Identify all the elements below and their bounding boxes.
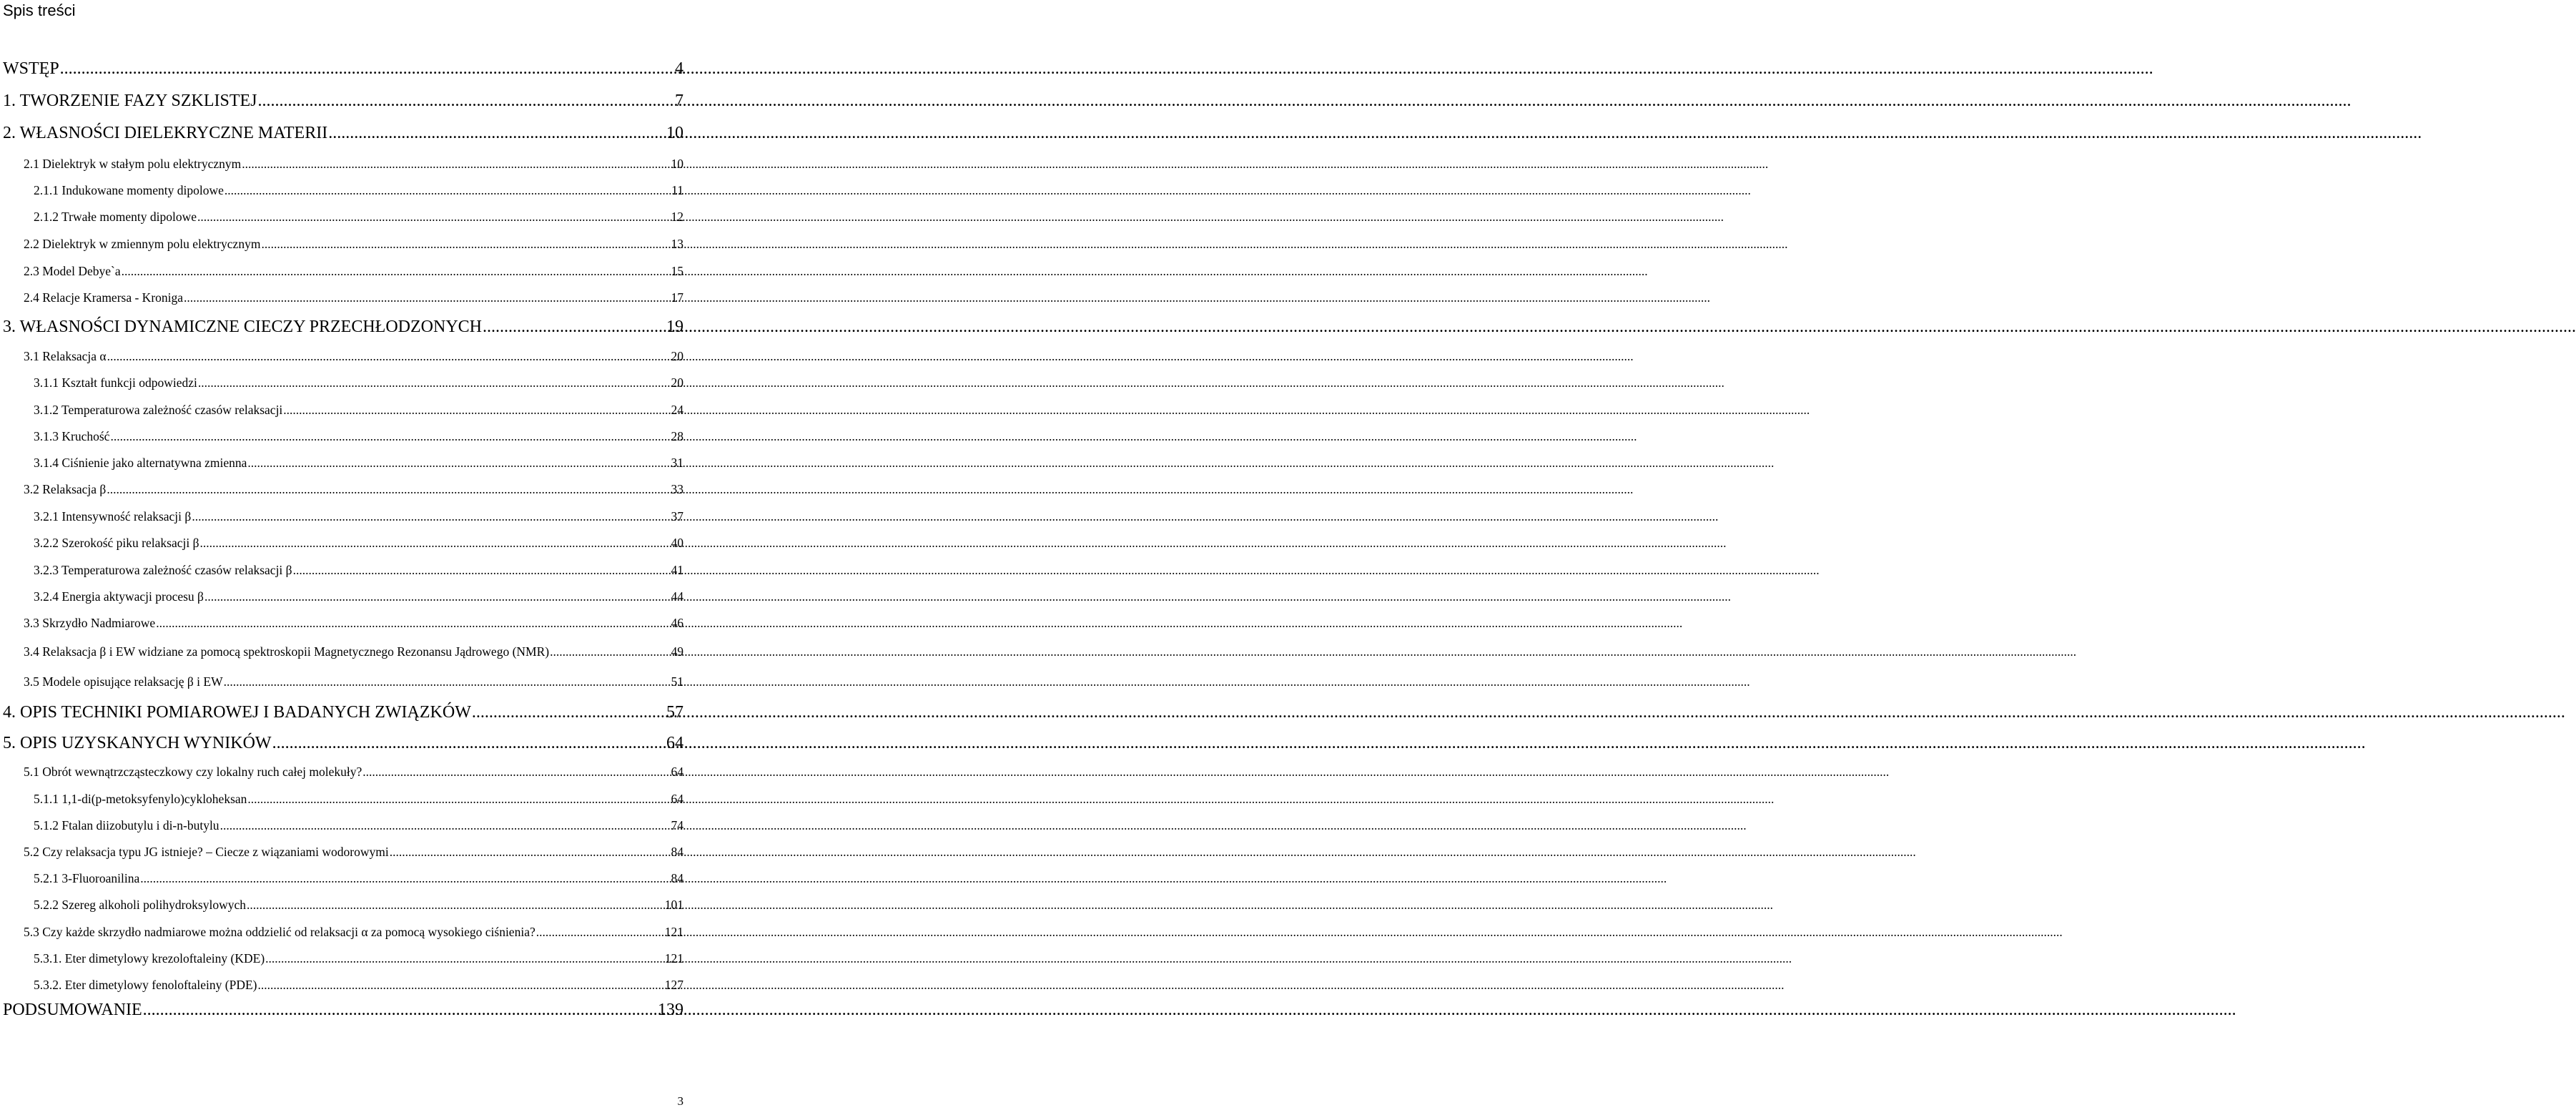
toc-dot-leader (293, 562, 671, 578)
toc-entry-title: 5.1.2 Ftalan diizobutylu i di-n-butylu (34, 818, 219, 832)
toc-entry-title: WSTĘP (3, 59, 59, 78)
toc-dot-leader (107, 348, 671, 364)
toc-entry-title: 3.5 Modele opisujące relaksację β i EW (24, 674, 223, 689)
toc-dot-leader (122, 263, 671, 279)
toc-entry-page: 10 (671, 157, 684, 171)
toc-entry-title: 5. OPIS UZYSKANYCH WYNIKÓW (3, 734, 272, 752)
toc-entry[interactable] (3, 1000, 684, 1020)
toc-entry[interactable] (3, 123, 684, 143)
toc-entry[interactable] (34, 977, 684, 993)
toc-entry-page: 13 (671, 237, 684, 251)
toc-dot-leader (283, 402, 671, 418)
toc-dot-leader (265, 951, 665, 966)
toc-entry[interactable] (34, 951, 684, 966)
toc-dot-leader (258, 977, 665, 993)
toc-dot-leader (390, 844, 671, 860)
toc-entry[interactable] (34, 817, 684, 833)
toc-entry-title: 1. TWORZENIE FAZY SZKLISTEJ (3, 92, 257, 110)
toc-entry[interactable] (24, 290, 684, 305)
toc-entry-title: 3.4 Relaksacja β i EW widziane za pomocą spektroskopii Magnetycznego Rezonansu Jądrowego (NMR) (24, 644, 550, 659)
toc-dot-leader (247, 791, 671, 807)
toc-dot-leader (272, 733, 666, 753)
toc-entry-page: 46 (671, 616, 684, 630)
toc-dot-leader (224, 182, 671, 198)
toc-entry[interactable] (34, 209, 684, 225)
toc-entry-title: 3.2 Relaksacja β (24, 482, 107, 496)
toc-entry-page: 51 (671, 674, 684, 689)
toc-entry-title: 3. WŁASNOŚCI DYNAMICZNE CIECZY PRZECHŁODZONYCH (3, 318, 482, 336)
toc-entry-page: 33 (671, 482, 684, 496)
toc-entry[interactable] (24, 924, 684, 940)
toc-dot-leader (107, 481, 671, 497)
toc-dot-leader (242, 156, 671, 172)
toc-dot-leader (199, 535, 671, 551)
toc-entry-title: 5.1 Obrót wewnątrzcząsteczkowy czy lokalny ruch całej molekuły? (24, 765, 362, 779)
toc-dot-leader (362, 764, 671, 780)
toc-dot-leader (197, 209, 671, 225)
toc-entry[interactable] (24, 481, 684, 497)
toc-entry[interactable] (24, 844, 684, 860)
toc-entry-title: 3.2.2 Szerokość piku relaksacji β (34, 536, 199, 550)
toc-entry-page: 4 (675, 59, 684, 78)
toc-entry-page: 64 (666, 734, 684, 752)
toc-entry-title: 3.1.1 Kształt funkcji odpowiedzi (34, 375, 197, 390)
toc-entry[interactable] (3, 91, 684, 111)
toc-entry-page: 41 (671, 563, 684, 577)
toc-entry-page: 7 (675, 92, 684, 110)
toc-entry[interactable] (24, 236, 684, 252)
toc-entry-title: 2.2 Dielektryk w zmiennym polu elektrycznym (24, 237, 261, 251)
toc-entry-page: 64 (671, 765, 684, 779)
toc-entry-page: 40 (671, 536, 684, 550)
toc-entry-title: 4. OPIS TECHNIKI POMIAROWEJ I BADANYCH ZWIĄZKÓW (3, 703, 471, 722)
toc-entry-title: 5.3.1. Eter dimetylowy krezoloftaleiny (KDE) (34, 951, 265, 966)
toc-entry-page: 10 (666, 124, 684, 142)
toc-dot-leader (550, 644, 671, 659)
toc-entry-title: 3.1 Relaksacja α (24, 349, 107, 363)
toc-entry-page: 17 (671, 290, 684, 305)
toc-entry-title: 2.1 Dielektryk w stałym polu elektrycznym (24, 157, 242, 171)
toc-entry-page: 84 (671, 845, 684, 859)
toc-dot-leader (143, 1000, 658, 1020)
toc-entry[interactable] (34, 455, 684, 471)
toc-entry[interactable] (24, 644, 684, 659)
toc-entry-title: 2.3 Model Debye`a (24, 264, 121, 278)
toc-entry-page: 20 (671, 375, 684, 390)
table-of-contents (0, 0, 686, 1110)
toc-entry-title: 2.1.2 Trwałe momenty dipolowe (34, 210, 197, 224)
toc-dot-leader (156, 615, 671, 631)
toc-entry[interactable] (24, 764, 684, 780)
toc-entry-title: 3.1.2 Temperaturowa zależność czasów relaksacji (34, 403, 283, 417)
toc-entry[interactable] (24, 348, 684, 364)
toc-entry[interactable] (34, 589, 684, 604)
toc-dot-leader (204, 589, 671, 604)
toc-dot-leader (261, 236, 671, 252)
toc-entry[interactable] (34, 375, 684, 391)
toc-entry-title: 5.2.2 Szereg alkoholi polihydroksylowych (34, 898, 246, 912)
toc-entry-page: 24 (671, 403, 684, 417)
toc-entry-page: 20 (671, 349, 684, 363)
toc-dot-leader (328, 123, 666, 143)
toc-entry-page: 84 (671, 871, 684, 885)
toc-entry-title: 2.4 Relacje Kramersa - Kroniga (24, 290, 184, 305)
toc-entry-page: 49 (671, 644, 684, 659)
page-title: Spis treści (3, 1, 76, 19)
toc-dot-leader (483, 317, 666, 337)
toc-entry[interactable] (34, 402, 684, 418)
toc-entry[interactable] (34, 791, 684, 807)
toc-dot-leader (192, 509, 671, 524)
toc-entry-page: 44 (671, 589, 684, 604)
toc-entry[interactable] (34, 897, 684, 913)
toc-entry[interactable] (34, 509, 684, 524)
toc-entry-page: 127 (664, 978, 684, 992)
toc-entry-title: 3.2.1 Intensywność relaksacji β (34, 509, 192, 524)
toc-entry-title: 5.2 Czy relaksacja typu JG istnieje? – Ciecze z wiązaniami wodorowymi (24, 845, 389, 859)
toc-entry-page: 37 (671, 509, 684, 524)
toc-entry-title: 2. WŁASNOŚCI DIELEKRYCZNE MATERII (3, 124, 328, 142)
toc-entry-page: 101 (664, 898, 684, 912)
toc-entry-page: 11 (671, 183, 684, 197)
toc-dot-leader (140, 870, 671, 886)
toc-entry-title: 3.2.3 Temperaturowa zależność czasów relaksacji β (34, 563, 292, 577)
toc-entry-page: 139 (658, 1001, 684, 1019)
toc-entry[interactable] (34, 182, 684, 198)
toc-entry-page: 121 (664, 925, 684, 939)
toc-entry-title: 3.2.4 Energia aktywacji procesu β (34, 589, 204, 604)
toc-dot-leader (60, 59, 675, 79)
toc-entry[interactable] (3, 733, 684, 753)
toc-dot-leader (247, 897, 665, 913)
toc-entry[interactable] (24, 263, 684, 279)
toc-dot-leader (110, 428, 671, 444)
toc-entry-title: 3.1.3 Kruchość (34, 429, 110, 443)
toc-entry-title: 5.3.2. Eter dimetylowy fenoloftaleiny (PDE) (34, 978, 257, 992)
toc-dot-leader (472, 702, 666, 722)
toc-entry-page: 19 (666, 318, 684, 336)
page-number: 3 (677, 1094, 684, 1108)
toc-entry[interactable] (34, 428, 684, 444)
toc-dot-leader (258, 91, 675, 111)
toc-entry[interactable] (34, 535, 684, 551)
toc-entry[interactable] (3, 317, 684, 337)
toc-entry-title: PODSUMOWANIE (3, 1001, 142, 1019)
toc-entry[interactable] (24, 615, 684, 631)
toc-dot-leader (247, 455, 671, 471)
toc-dot-leader (224, 674, 671, 689)
toc-entry-page: 64 (671, 792, 684, 806)
toc-entry-page: 28 (671, 429, 684, 443)
toc-entry-page: 121 (664, 951, 684, 966)
toc-dot-leader (198, 375, 671, 391)
toc-entry-title: 2.1.1 Indukowane momenty dipolowe (34, 183, 224, 197)
toc-entry[interactable] (34, 562, 684, 578)
toc-entry-title: 3.1.4 Ciśnienie jako alternatywna zmienna (34, 456, 247, 470)
toc-entry-page: 31 (671, 456, 684, 470)
toc-entry-page: 57 (666, 703, 684, 722)
toc-entry-title: 5.3 Czy każde skrzydło nadmiarowe można oddzielić od relaksacji α za pomocą wysokiego ciśnienia? (24, 925, 536, 939)
toc-entry-page: 74 (671, 818, 684, 832)
toc-entry[interactable] (34, 870, 684, 886)
toc-entry-page: 12 (671, 210, 684, 224)
toc-entry[interactable] (24, 674, 684, 689)
toc-entry[interactable] (24, 156, 684, 172)
toc-entry[interactable] (3, 702, 684, 722)
toc-entry-page: 15 (671, 264, 684, 278)
toc-entry-title: 5.2.1 3-Fluoroanilina (34, 871, 140, 885)
toc-entry-title: 5.1.1 1,1-di(p-metoksyfenylo)cykloheksan (34, 792, 247, 806)
toc-entry[interactable] (3, 59, 684, 79)
toc-entry-title: 3.3 Skrzydło Nadmiarowe (24, 616, 156, 630)
toc-dot-leader (536, 924, 665, 940)
toc-dot-leader (184, 290, 671, 305)
toc-dot-leader (220, 817, 671, 833)
